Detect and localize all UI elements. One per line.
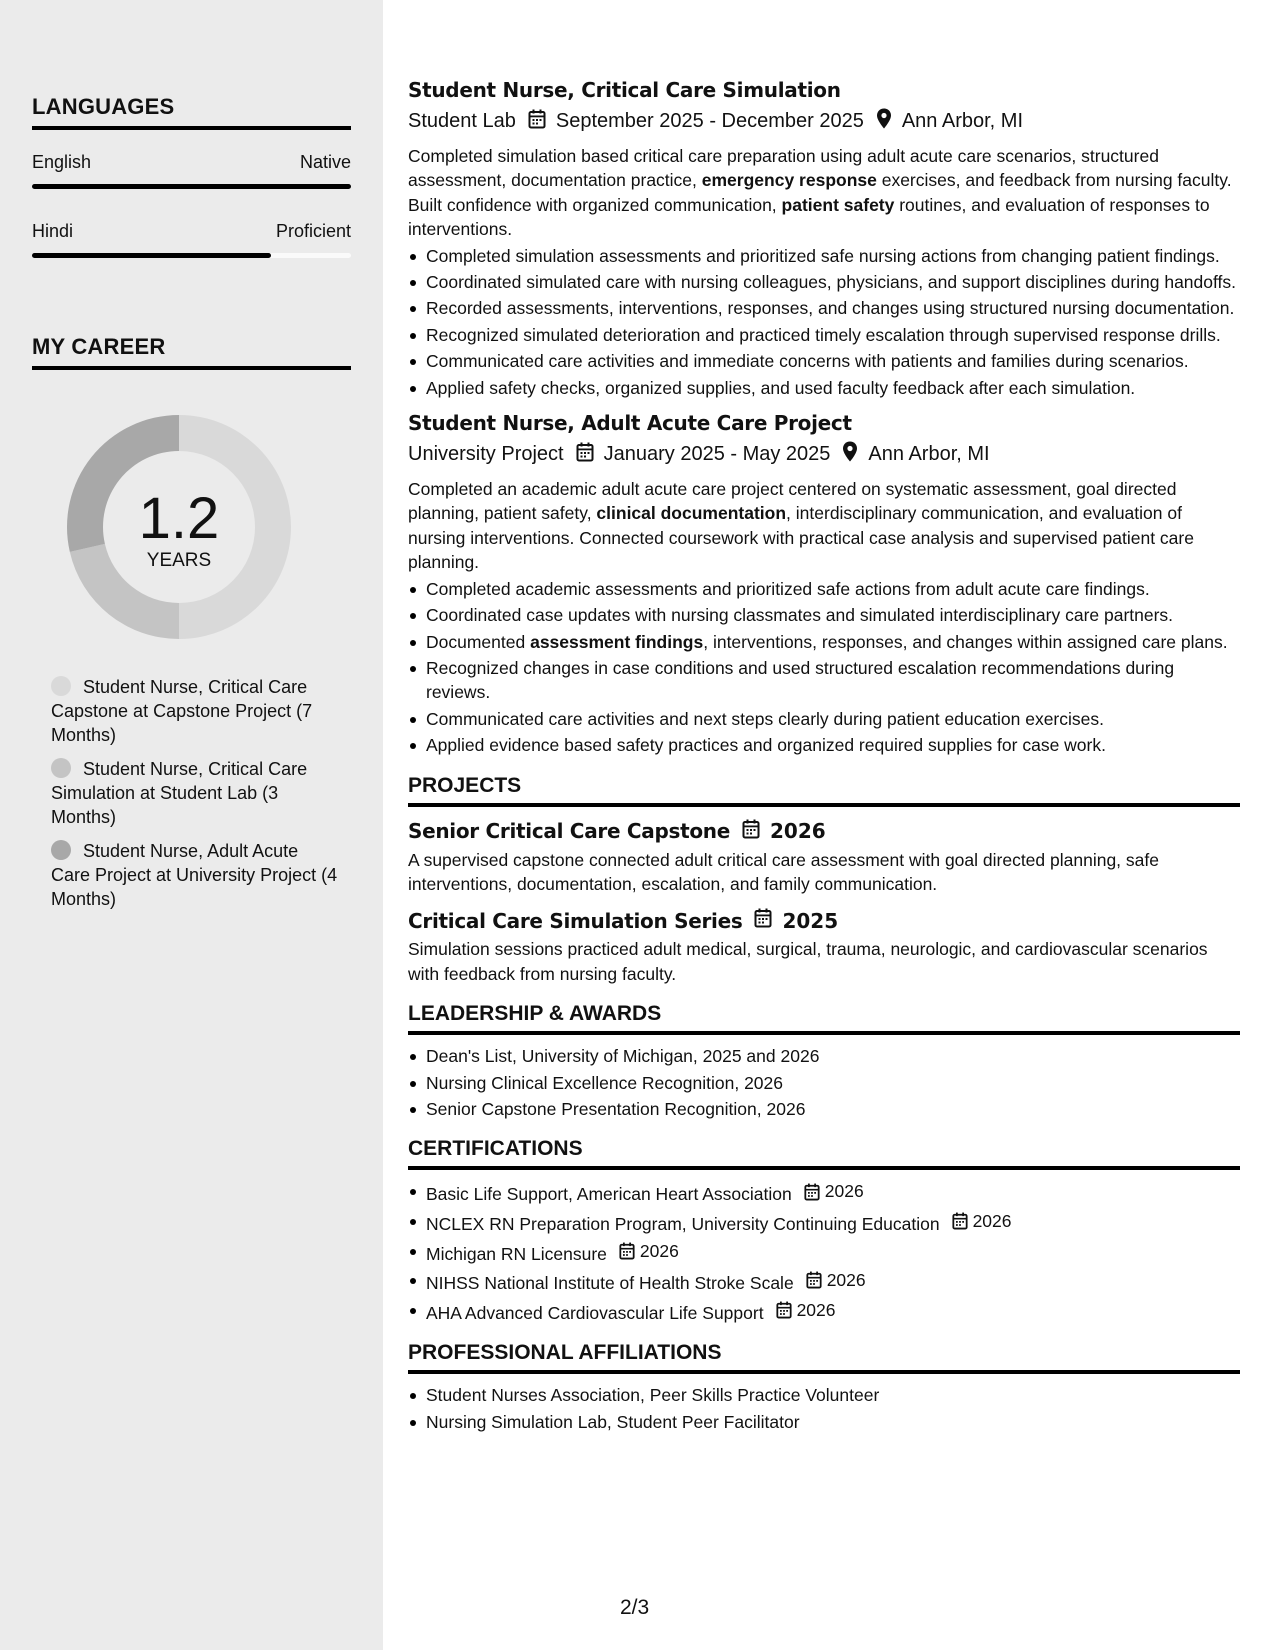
affiliation-item: Student Nurses Association, Peer Skills Practice Volunteer — [408, 1383, 1240, 1407]
bullet-item: Completed simulation assessments and prioritized safe nursing actions from changing patient findings. — [408, 244, 1240, 268]
certification-item — [408, 1179, 1240, 1207]
career-donut-chart — [67, 415, 291, 639]
career-legend-label: Student Nurse, Adult Acute Care Project at University Project (4 Months) — [51, 841, 338, 909]
job-title: Student Nurse, Adult Acute Care Project — [408, 411, 852, 436]
language-bar-english — [32, 184, 351, 189]
career-legend-item — [51, 675, 341, 747]
certification-name: Michigan RN Licensure — [426, 1243, 607, 1264]
page-number: 2/3 — [620, 1596, 650, 1619]
career-legend-item — [51, 757, 341, 829]
job-dates: September 2025 - December 2025 — [555, 110, 864, 132]
description-keyword: emergency response — [701, 170, 877, 191]
language-bar-hindi — [32, 253, 351, 258]
bullet-item: Coordinated simulated care with nursing colleagues, physicians, and support disciplines during handoffs. — [408, 270, 1240, 294]
certification-item — [408, 1268, 1240, 1296]
job-meta — [408, 108, 1240, 135]
leadership-item: Dean's List, University of Michigan, 2025 and 2026 — [408, 1044, 1240, 1068]
certifications-list — [408, 1179, 1240, 1325]
languages-heading: LANGUAGES — [32, 94, 351, 130]
job-meta — [408, 441, 1240, 468]
certification-name: Basic Life Support, American Heart Association — [426, 1184, 792, 1205]
calendar-icon — [742, 819, 760, 844]
bullet-item: Coordinated case updates with nursing classmates and simulated interdisciplinary care partners. — [408, 603, 1240, 627]
description-keyword: patient safety — [781, 194, 895, 215]
career-legend — [51, 675, 341, 921]
project-entry — [408, 819, 1240, 897]
certification-year: 2026 — [824, 1181, 864, 1202]
job-description — [408, 144, 1240, 242]
language-name: Hindi — [32, 221, 74, 241]
bullet-item: Communicated care activities and immediate concerns with patients and families during scenarios. — [408, 349, 1240, 373]
description-keyword: clinical documentation — [596, 503, 787, 524]
project-entry — [408, 908, 1240, 986]
affiliation-item: Nursing Simulation Lab, Student Peer Facilitator — [408, 1410, 1240, 1434]
job-bullets — [408, 244, 1240, 400]
description-text: Completed an academic adult acute care project centered on systematic assessment, goal directed planning, patient safety, — [408, 479, 1177, 524]
job-organization: Student Lab — [408, 110, 516, 132]
certification-date — [952, 1209, 1012, 1233]
career-legend-label: Student Nurse, Critical Care Capstone at Capstone Project (7 Months) — [51, 677, 313, 745]
career-legend-item — [51, 839, 341, 911]
main-content — [408, 78, 1240, 1436]
project-header — [408, 819, 1240, 844]
projects-heading: PROJECTS — [408, 774, 1240, 807]
bullet-item: Recognized simulated deterioration and practiced timely escalation through supervised response drills. — [408, 323, 1240, 347]
certifications-heading: CERTIFICATIONS — [408, 1137, 1240, 1170]
calendar-icon — [576, 442, 594, 468]
bullet-item: Recorded assessments, interventions, responses, and changes using structured nursing documentation. — [408, 296, 1240, 320]
bullet-keyword: assessment findings — [530, 631, 704, 652]
language-row-hindi — [32, 221, 351, 242]
experience-entry — [408, 411, 1240, 757]
calendar-icon — [806, 1271, 822, 1289]
certification-name: AHA Advanced Cardiovascular Life Support — [426, 1303, 764, 1324]
project-title: Critical Care Simulation Series — [408, 908, 743, 933]
bullet-item — [408, 630, 1240, 654]
bullet-text: Documented — [426, 631, 531, 652]
description-text: , interdisciplinary communication, and evaluation of nursing interventions. Connected coursework with practical case analysis and supervised patient care planning. — [408, 503, 1194, 573]
language-bar-fill — [32, 184, 351, 189]
project-description: Simulation sessions practiced adult medical, surgical, trauma, neurologic, and cardiovascular scenarios with feedback from nursing faculty. — [408, 939, 1208, 984]
description-text: routines, and evaluation of responses to interventions. — [408, 194, 1210, 240]
career-heading: MY CAREER — [32, 334, 351, 370]
certification-year: 2026 — [639, 1240, 679, 1261]
project-title: Senior Critical Care Capstone — [408, 819, 730, 844]
calendar-icon — [804, 1183, 820, 1201]
certification-item — [408, 1239, 1240, 1267]
bullet-item: Applied evidence based safety practices and organized required supplies for case work. — [408, 733, 1240, 757]
leadership-heading: LEADERSHIP & AWARDS — [408, 1002, 1240, 1035]
project-description: A supervised capstone connected adult critical care assessment with goal directed planning, safe interventions, documentation, escalation, and family communication. — [408, 849, 1159, 894]
certification-date — [619, 1239, 679, 1263]
legend-dot-icon — [51, 758, 71, 778]
legend-dot-icon — [51, 676, 71, 696]
description-text: Completed simulation based critical care preparation using adult acute care scenarios, structured assessment, documentation practice, — [408, 146, 1159, 191]
calendar-icon — [952, 1212, 968, 1230]
bullet-item: Communicated care activities and next steps clearly during patient education exercises. — [408, 707, 1240, 731]
sidebar — [0, 0, 383, 1650]
location-pin-icon — [876, 108, 892, 135]
job-organization: University Project — [408, 443, 564, 466]
job-description — [408, 477, 1240, 575]
language-level: Proficient — [275, 221, 351, 241]
leadership-list — [408, 1044, 1240, 1121]
job-location: Ann Arbor, MI — [901, 110, 1024, 132]
leadership-item: Senior Capstone Presentation Recognition, 2026 — [408, 1097, 1240, 1121]
certification-item — [408, 1209, 1240, 1237]
career-legend-label: Student Nurse, Critical Care Simulation at Student Lab (3 Months) — [51, 759, 308, 827]
certification-name: NIHSS National Institute of Health Stroke Scale — [426, 1273, 794, 1294]
calendar-icon — [754, 908, 772, 933]
language-bar-fill — [32, 253, 271, 258]
bullet-item: Applied safety checks, organized supplies, and used faculty feedback after each simulation. — [408, 376, 1240, 400]
certification-year: 2026 — [972, 1210, 1012, 1231]
language-row-english — [32, 152, 351, 173]
experience-entry — [408, 78, 1240, 400]
legend-dot-icon — [51, 840, 71, 860]
job-location: Ann Arbor, MI — [868, 443, 990, 466]
calendar-icon — [776, 1301, 792, 1319]
certification-date — [806, 1268, 866, 1292]
project-year: 2026 — [769, 819, 826, 844]
bullet-item: Completed academic assessments and prioritized safe actions from adult acute care findings. — [408, 577, 1240, 601]
project-header — [408, 908, 1240, 933]
language-level: Native — [299, 152, 351, 172]
affiliations-list — [408, 1383, 1240, 1434]
leadership-item: Nursing Clinical Excellence Recognition, 2026 — [408, 1071, 1240, 1095]
career-total-value: 1.2 — [138, 486, 220, 551]
certification-item — [408, 1298, 1240, 1326]
career-total — [67, 415, 291, 639]
bullet-text: , interventions, responses, and changes within assigned care plans. — [703, 631, 1228, 652]
job-dates: January 2025 - May 2025 — [603, 443, 831, 466]
calendar-icon — [619, 1242, 635, 1260]
certification-date — [804, 1179, 864, 1203]
certification-name: NCLEX RN Preparation Program, University Continuing Education — [426, 1214, 940, 1235]
certification-date — [776, 1298, 836, 1322]
job-bullets — [408, 577, 1240, 758]
job-title: Student Nurse, Critical Care Simulation — [408, 78, 841, 102]
affiliations-heading: PROFESSIONAL AFFILIATIONS — [408, 1341, 1240, 1374]
certification-year: 2026 — [796, 1299, 836, 1320]
location-pin-icon — [842, 441, 858, 468]
career-total-unit: YEARS — [146, 550, 212, 571]
certification-year: 2026 — [826, 1270, 866, 1291]
bullet-item: Recognized changes in case conditions and used structured escalation recommendations during reviews. — [408, 656, 1240, 705]
calendar-icon — [528, 109, 546, 135]
project-year: 2025 — [782, 908, 839, 933]
description-text: exercises, and feedback from nursing faculty. Built confidence with organized communication, — [408, 170, 1232, 215]
language-name: English — [32, 152, 92, 172]
